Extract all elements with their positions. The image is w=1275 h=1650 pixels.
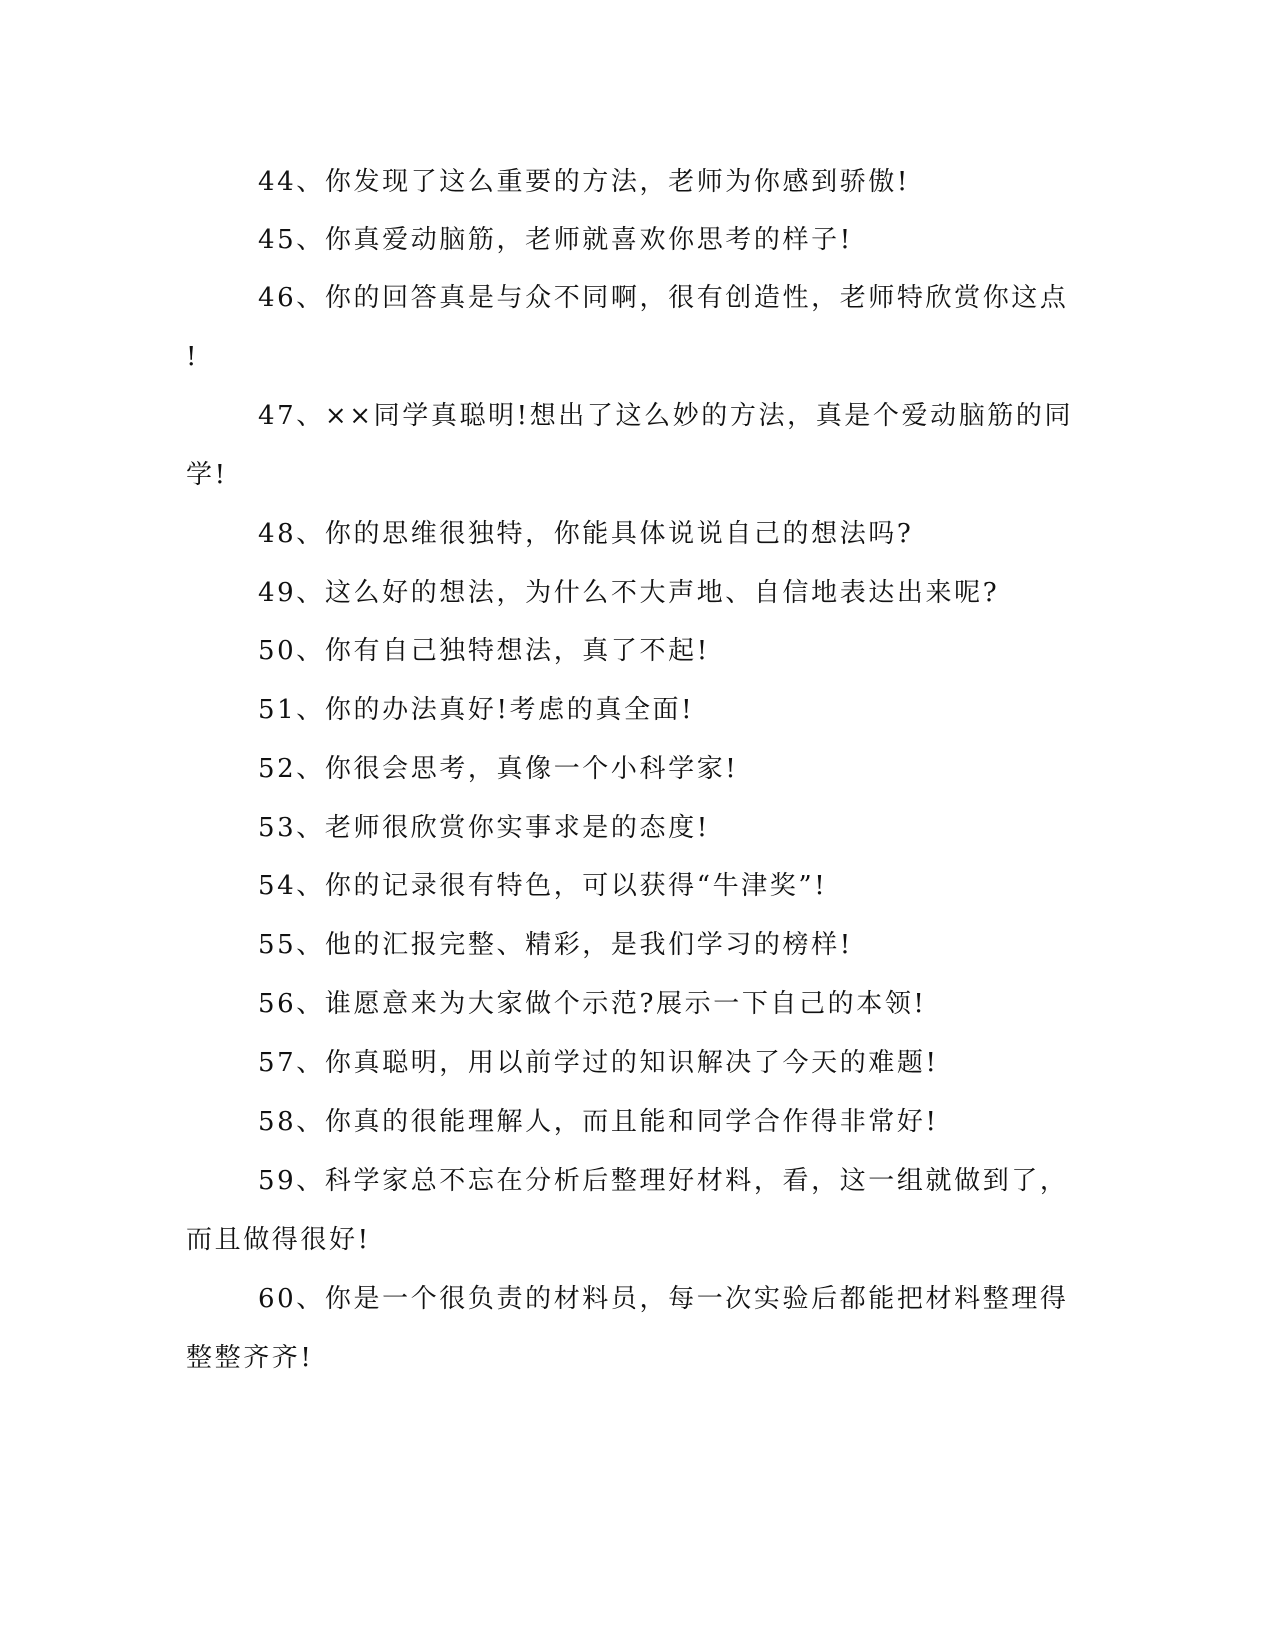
list-item — [258, 1281, 1069, 1317]
list-item — [258, 575, 999, 611]
item-number: 56、 — [258, 989, 325, 1019]
list-item — [258, 751, 738, 787]
list-item — [258, 280, 1069, 316]
item-number: 44、 — [258, 167, 325, 197]
item-text: 你真的很能理解人，而且能和同学合作得非常好! — [324, 1107, 939, 1137]
item-number: 60、 — [258, 1284, 325, 1314]
item-number: 59、 — [258, 1166, 325, 1196]
item-text: 老师很欣赏你实事求是的态度! — [324, 813, 710, 843]
item-number: 55、 — [258, 930, 325, 960]
item-text: 你有自己独特想法，真了不起! — [324, 636, 710, 666]
list-item — [258, 927, 853, 963]
list-item — [258, 516, 913, 552]
list-item — [258, 398, 1073, 434]
item-text: 你的回答真是与众不同啊，很有创造性，老师特欣赏你这点 — [324, 283, 1069, 313]
item-text: 你的记录很有特色，可以获得“牛津奖”! — [324, 871, 828, 901]
item-text: 科学家总不忘在分析后整理好材料，看，这一组就做到了， — [324, 1166, 1069, 1196]
list-item — [258, 1163, 1069, 1199]
item-text: 你很会思考，真像一个小科学家! — [324, 754, 739, 784]
list-item-continuation: 学! — [186, 460, 228, 490]
list-item — [258, 633, 710, 669]
item-number: 46、 — [258, 283, 325, 313]
item-number: 58、 — [258, 1107, 325, 1137]
list-item — [258, 868, 827, 904]
item-text: 你真聪明，用以前学过的知识解决了今天的难题! — [324, 1048, 939, 1078]
item-number: 49、 — [258, 578, 325, 608]
item-text: 你的办法真好!考虑的真全面! — [324, 695, 695, 725]
list-item-continuation: 整整齐齐! — [186, 1343, 314, 1373]
item-number: 52、 — [258, 754, 325, 784]
list-item — [258, 164, 910, 200]
item-number: 48、 — [258, 519, 325, 549]
list-item-continuation: ! — [186, 342, 200, 372]
list-item — [258, 692, 694, 728]
list-item — [258, 810, 710, 846]
list-item — [258, 222, 853, 258]
item-number: 54、 — [258, 871, 325, 901]
item-text: ××同学真聪明!想出了这么妙的方法，真是个爱动脑筋的同 — [324, 401, 1074, 431]
list-item — [258, 1104, 939, 1140]
item-text: 他的汇报完整、精彩，是我们学习的榜样! — [324, 930, 853, 960]
item-number: 51、 — [258, 695, 325, 725]
item-number: 50、 — [258, 636, 325, 666]
item-number: 57、 — [258, 1048, 325, 1078]
item-text: 这么好的想法，为什么不大声地、自信地表达出来呢? — [324, 578, 1000, 608]
item-text: 你的思维很独特，你能具体说说自己的想法吗? — [324, 519, 914, 549]
list-item — [258, 1045, 939, 1081]
item-number: 47、 — [258, 401, 325, 431]
item-number: 45、 — [258, 225, 325, 255]
item-text: 你真爱动脑筋，老师就喜欢你思考的样子! — [324, 225, 853, 255]
item-text: 你发现了这么重要的方法，老师为你感到骄傲! — [324, 167, 910, 197]
item-text: 谁愿意来为大家做个示范?展示一下自己的本领! — [324, 989, 927, 1019]
list-item — [258, 986, 926, 1022]
list-item-continuation: 而且做得很好! — [186, 1225, 371, 1255]
item-number: 53、 — [258, 813, 325, 843]
item-text: 你是一个很负责的材料员，每一次实验后都能把材料整理得 — [324, 1284, 1069, 1314]
